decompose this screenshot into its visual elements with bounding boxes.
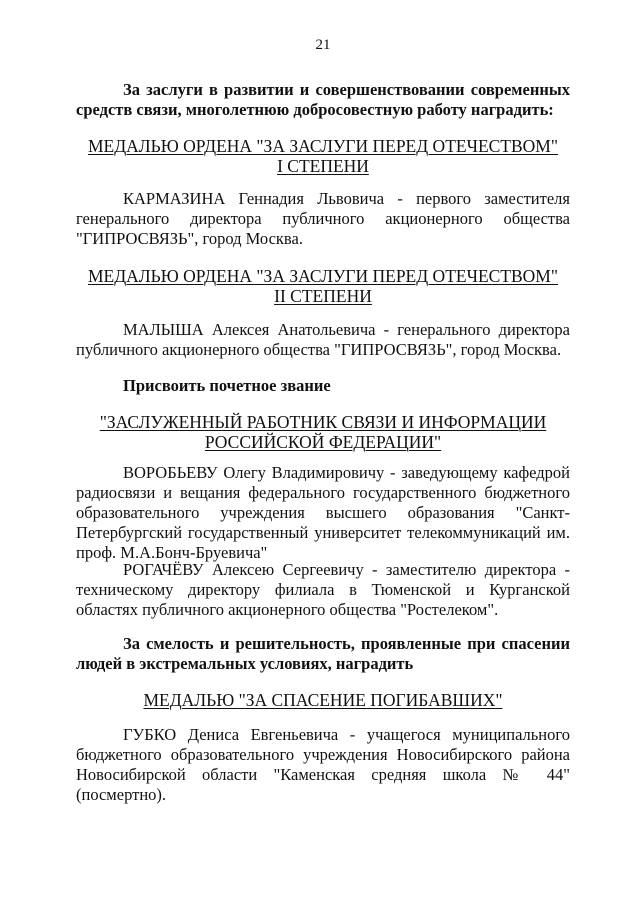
title-line1: "ЗАСЛУЖЕННЫЙ РАБОТНИК СВЯЗИ И ИНФОРМАЦИИ <box>99 412 547 432</box>
section1-award1-heading <box>76 136 570 176</box>
award3-line1: МЕДАЛЬЮ "ЗА СПАСЕНИЕ ПОГИБАВШИХ" <box>143 690 503 710</box>
award2-line2: II СТЕПЕНИ <box>274 286 372 306</box>
section2-intro: Присвоить почетное звание <box>123 376 331 395</box>
section2-recipient1: ВОРОБЬЕВУ Олегу Владимировичу - заведующему кафедрой радиосвязи и вещания федерального государственного бюджетного образовательного учреждения высшего образования "Санкт-Петербургский государственный университет телекоммуникаций им. проф. М.А.Бонч-Бруевича" <box>76 463 570 562</box>
award1-line1: МЕДАЛЬЮ ОРДЕНА "ЗА ЗАСЛУГИ ПЕРЕД ОТЕЧЕСТВОМ" <box>87 136 559 156</box>
page-number: 21 <box>315 37 331 53</box>
section1-intro: За заслуги в развитии и совершенствовании современных средств связи, многолетнюю добросовестную работу наградить: <box>76 80 570 119</box>
document-page <box>76 0 570 905</box>
section3-award-heading <box>76 690 570 710</box>
award2-line1: МЕДАЛЬЮ ОРДЕНА "ЗА ЗАСЛУГИ ПЕРЕД ОТЕЧЕСТВОМ" <box>87 266 559 286</box>
section3-intro: За смелость и решительность, проявленные при спасении людей в экстремальных условиях, наградить <box>76 634 570 673</box>
section1-award2-heading <box>76 266 570 306</box>
award1-line2: I СТЕПЕНИ <box>277 156 369 176</box>
title-line2: РОССИЙСКОЙ ФЕДЕРАЦИИ" <box>204 432 442 452</box>
section3-recipient1: ГУБКО Дениса Евгеньевича - учащегося муниципального бюджетного образовательного учреждения Новосибирского района Новосибирской области "Каменская средняя школа № 44" (посмертно). <box>76 725 570 804</box>
section2-recipient2: РОГАЧЁВУ Алексею Сергеевичу - заместителю директора - техническому директору филиала в Тюменской и Курганской областях публичного акционерного общества "Ростелеком". <box>76 560 570 619</box>
section1-recipient2: МАЛЫША Алексея Анатольевича - генерального директора публичного акционерного общества "ГИПРОСВЯЗЬ", город Москва. <box>76 320 570 359</box>
section2-title-heading <box>76 412 570 452</box>
section1-recipient1: КАРМАЗИНА Геннадия Львовича - первого заместителя генерального директора публичного акционерного общества "ГИПРОСВЯЗЬ", город Москва. <box>76 189 570 248</box>
